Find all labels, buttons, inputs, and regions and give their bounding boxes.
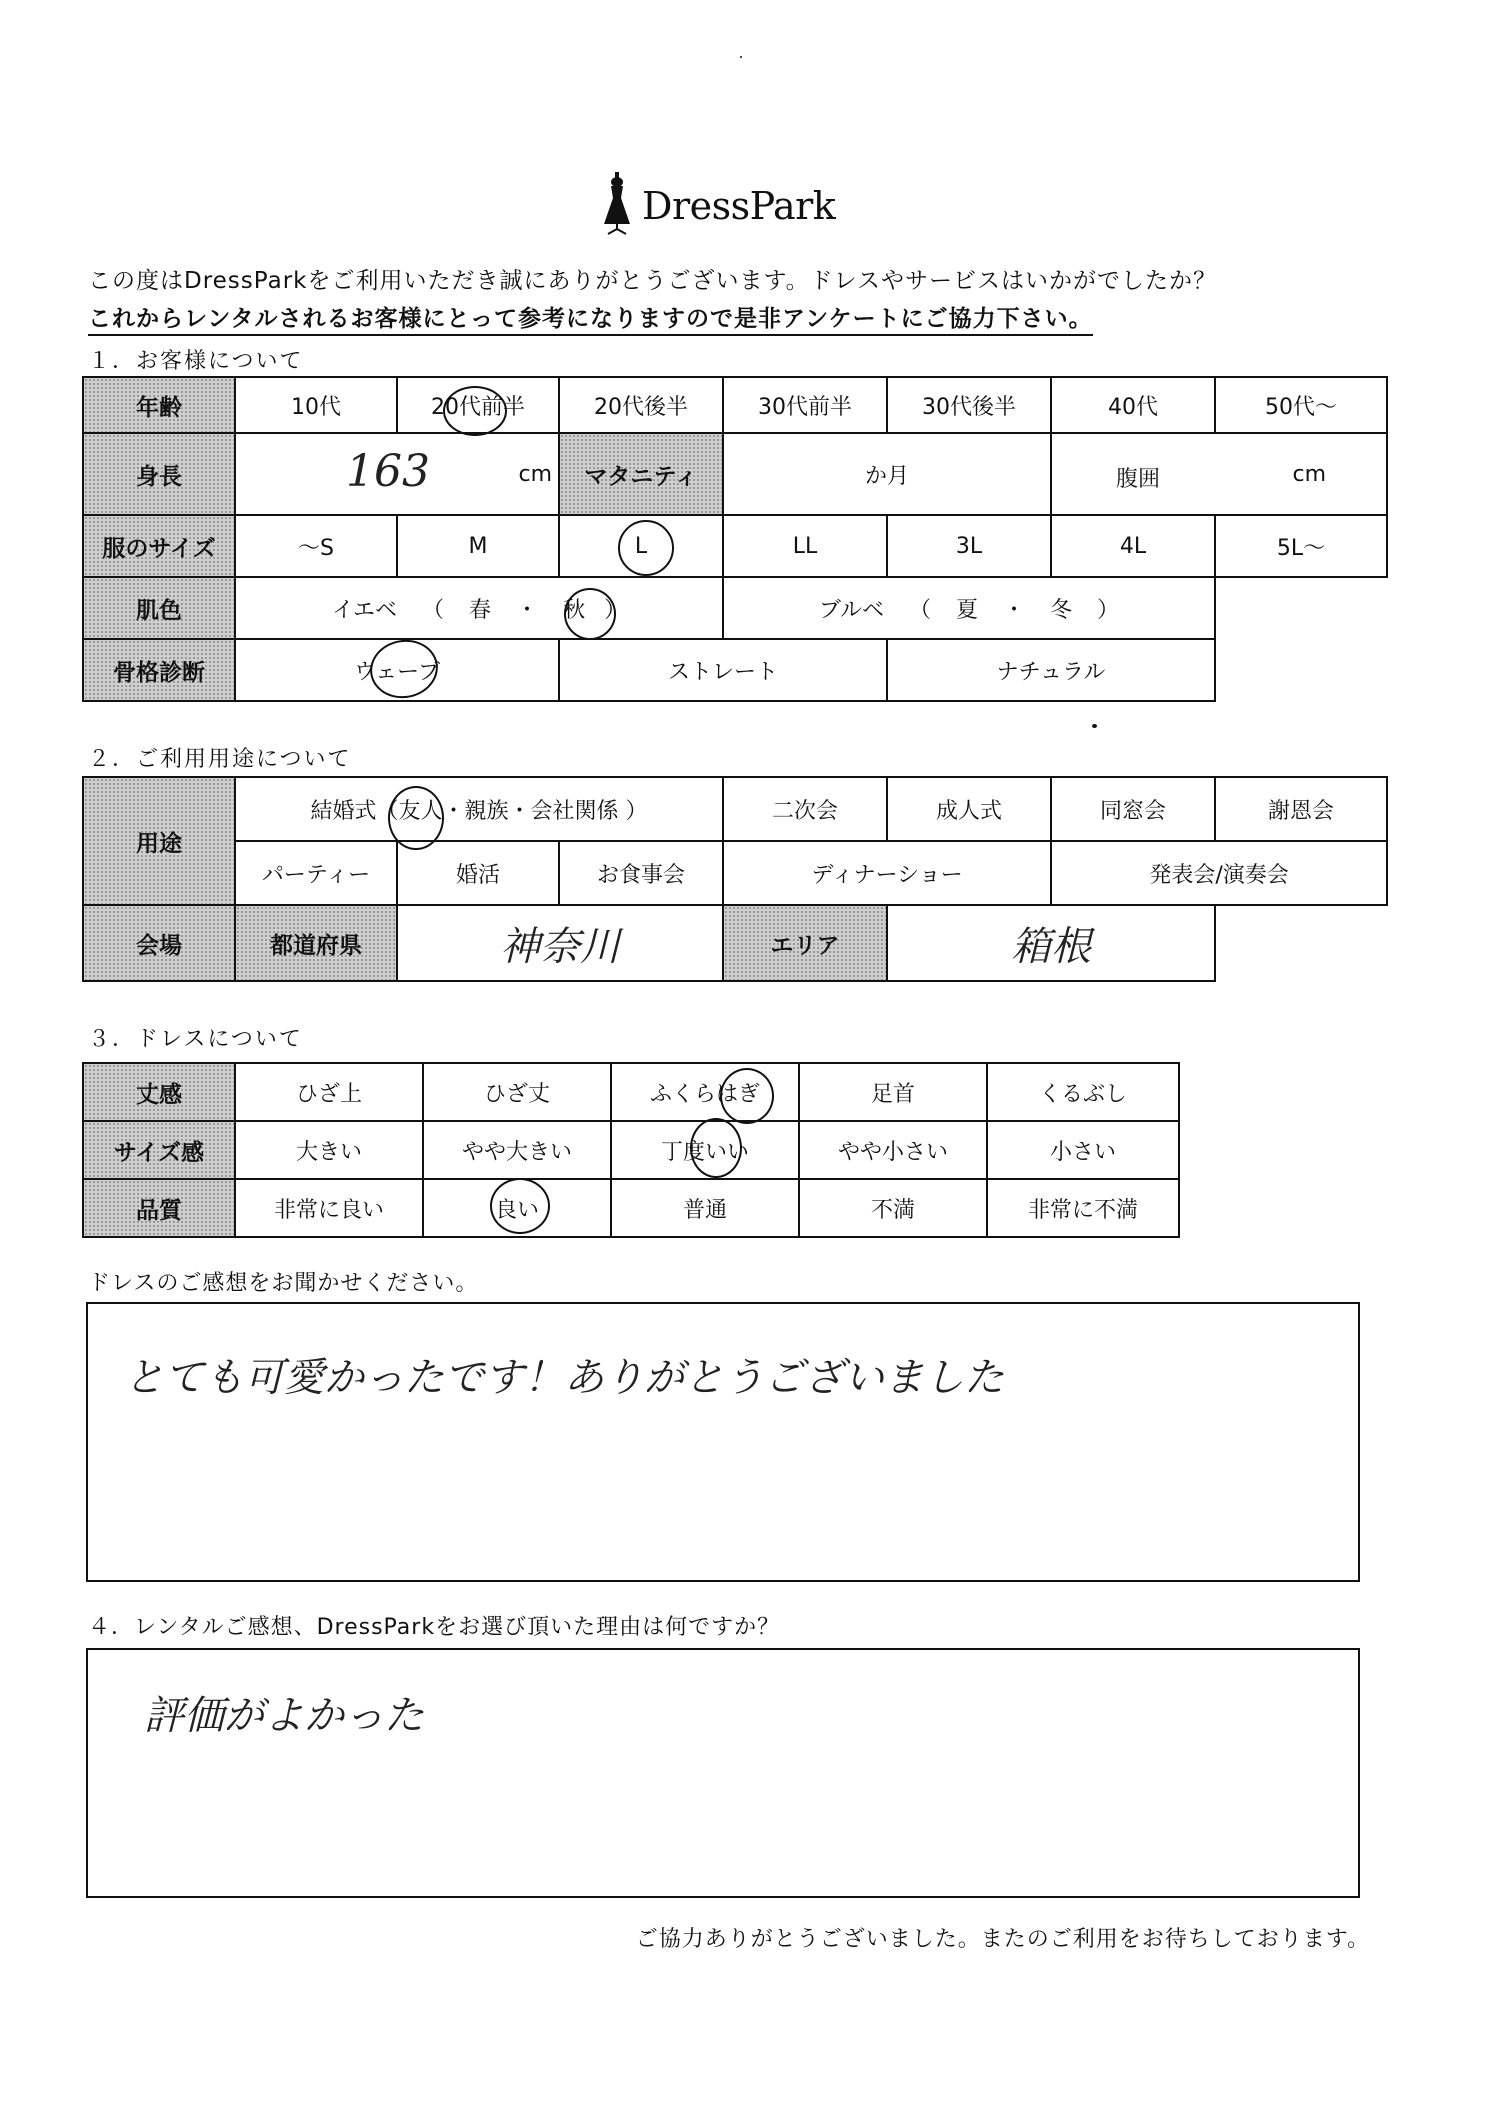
area-field[interactable] — [887, 905, 1215, 981]
size-option[interactable]: M — [397, 515, 559, 577]
scan-speck — [1092, 724, 1097, 728]
purpose-option[interactable]: 同窓会 — [1051, 777, 1215, 841]
quality-option[interactable]: 不満 — [799, 1179, 987, 1237]
length-option[interactable]: ひざ上 — [235, 1063, 423, 1121]
wedding-others: ・親族・会社関係 ） — [442, 798, 648, 824]
height-value: 163 — [346, 446, 430, 497]
wedding-friend[interactable]: 友人 — [398, 798, 443, 824]
size-option[interactable]: 5L～ — [1215, 515, 1387, 577]
section4-title: ４．レンタルご感想、DressParkをお選び頂いた理由は何ですか？ — [88, 1615, 781, 1640]
length-option[interactable]: ふくらはぎ — [611, 1063, 799, 1121]
fit-option[interactable]: やや大きい — [423, 1121, 611, 1179]
age-option[interactable]: 30代後半 — [887, 377, 1051, 433]
quality-option[interactable]: 非常に不満 — [987, 1179, 1179, 1237]
length-option[interactable]: ひざ丈 — [423, 1063, 611, 1121]
size-label: 服のサイズ — [83, 515, 235, 577]
frame-option[interactable]: ナチュラル — [887, 639, 1215, 701]
maternity-unit: か月 — [864, 463, 909, 489]
venue-label: 会場 — [83, 905, 235, 981]
empty-cell — [1215, 577, 1387, 639]
purpose-option[interactable]: 婚活 — [397, 841, 559, 905]
prefecture-value: 神奈川 — [500, 923, 621, 970]
height-unit: cm — [518, 462, 552, 487]
fit-option[interactable]: やや小さい — [799, 1121, 987, 1179]
dresspark-logo — [600, 172, 840, 238]
fit-option[interactable]: 大きい — [235, 1121, 423, 1179]
height-field[interactable] — [235, 433, 559, 515]
length-option[interactable]: 足首 — [799, 1063, 987, 1121]
dress-mannequin-icon — [600, 172, 634, 236]
skin-yellow-option[interactable] — [235, 577, 723, 639]
age-option[interactable]: 30代前半 — [723, 377, 887, 433]
impression-textarea[interactable] — [86, 1302, 1360, 1582]
skin-label: 肌色 — [83, 577, 235, 639]
reason-textarea[interactable] — [86, 1648, 1360, 1898]
skin-autumn[interactable]: 秋 — [563, 597, 586, 623]
section2-title: ２．ご利用用途について — [88, 747, 352, 772]
intro-request: これからレンタルされるお客様にとって参考になりますので是非アンケートにご協力下さい。 — [88, 300, 1093, 336]
skin-bracket: （ — [909, 597, 932, 623]
fit-label: サイズ感 — [83, 1121, 235, 1179]
waist-unit: cm — [1292, 462, 1326, 487]
reason-answer: 評価がよかった — [144, 1693, 424, 1739]
fit-option[interactable]: 小さい — [987, 1121, 1179, 1179]
quality-label: 品質 — [83, 1179, 235, 1237]
thank-you-footer: ご協力ありがとうございました。またのご利用をお待ちしております。 — [635, 1927, 1370, 1952]
area-label: エリア — [723, 905, 887, 981]
maternity-field[interactable] — [723, 433, 1051, 515]
skin-winter[interactable]: 冬 — [1050, 597, 1073, 623]
impression-prompt: ドレスのご感想をお聞かせください。 — [88, 1271, 479, 1296]
section1-title: １．お客様について — [88, 349, 304, 374]
size-option[interactable]: 3L — [887, 515, 1051, 577]
empty-cell — [1215, 639, 1387, 701]
prefecture-field[interactable] — [397, 905, 723, 981]
quality-option[interactable]: 良い — [423, 1179, 611, 1237]
age-option[interactable]: 20代後半 — [559, 377, 723, 433]
age-option[interactable]: 50代～ — [1215, 377, 1387, 433]
quality-option[interactable]: 非常に良い — [235, 1179, 423, 1237]
empty-cell — [1215, 905, 1387, 981]
fit-option[interactable]: 丁度いい — [611, 1121, 799, 1179]
length-option[interactable]: くるぶし — [987, 1063, 1179, 1121]
purpose-option[interactable]: 成人式 — [887, 777, 1051, 841]
purpose-option[interactable]: ディナーショー — [723, 841, 1051, 905]
age-option[interactable]: 20代前半 — [397, 377, 559, 433]
height-label: 身長 — [83, 433, 235, 515]
skin-bracket: （ — [422, 597, 445, 623]
purpose-option[interactable]: 発表会/演奏会 — [1051, 841, 1387, 905]
customer-table — [82, 376, 1388, 702]
age-option[interactable]: 10代 — [235, 377, 397, 433]
intro-text: この度はDressParkをご利用いただき誠にありがとうございます。ドレスやサービスはいかがでしたか？ — [88, 268, 1217, 294]
skin-bracket: ） — [1097, 597, 1120, 623]
waist-field[interactable] — [1051, 433, 1387, 515]
size-option[interactable]: ～S — [235, 515, 397, 577]
skin-summer[interactable]: 夏 — [956, 597, 979, 623]
impression-answer: とても可愛かったです！ありがとうございました — [124, 1355, 1004, 1401]
length-label: 丈感 — [83, 1063, 235, 1121]
skin-bracket: ） — [604, 597, 627, 623]
skin-dot: ・ — [1003, 597, 1026, 623]
brand-name: DressPark — [642, 184, 836, 228]
purpose-table — [82, 776, 1388, 982]
dress-table — [82, 1062, 1180, 1238]
skin-blue-option[interactable] — [723, 577, 1215, 639]
size-option[interactable]: LL — [723, 515, 887, 577]
age-option[interactable]: 40代 — [1051, 377, 1215, 433]
purpose-option[interactable]: お食事会 — [559, 841, 723, 905]
wedding-text: 結婚式（ — [310, 798, 399, 824]
age-label: 年齢 — [83, 377, 235, 433]
purpose-option[interactable]: 謝恩会 — [1215, 777, 1387, 841]
purpose-option[interactable]: パーティー — [235, 841, 397, 905]
purpose-wedding[interactable] — [235, 777, 723, 841]
section3-title: ３．ドレスについて — [88, 1027, 303, 1052]
scan-speck — [740, 56, 742, 58]
frame-label: 骨格診断 — [83, 639, 235, 701]
purpose-label: 用途 — [83, 777, 235, 905]
size-option[interactable]: L — [559, 515, 723, 577]
size-option[interactable]: 4L — [1051, 515, 1215, 577]
purpose-option[interactable]: 二次会 — [723, 777, 887, 841]
maternity-label: マタニティ — [559, 433, 723, 515]
prefecture-label: 都道府県 — [235, 905, 397, 981]
waist-label: 腹囲 — [1116, 467, 1161, 492]
skin-blue-text: ブルベ — [818, 597, 885, 623]
frame-option[interactable]: ストレート — [559, 639, 887, 701]
quality-option[interactable]: 普通 — [611, 1179, 799, 1237]
area-value: 箱根 — [1011, 923, 1092, 970]
skin-yellow-text: イエベ — [331, 597, 398, 623]
skin-dot: ・ — [516, 597, 539, 623]
skin-spring[interactable]: 春 — [469, 597, 492, 623]
frame-option[interactable]: ウェーブ — [235, 639, 559, 701]
